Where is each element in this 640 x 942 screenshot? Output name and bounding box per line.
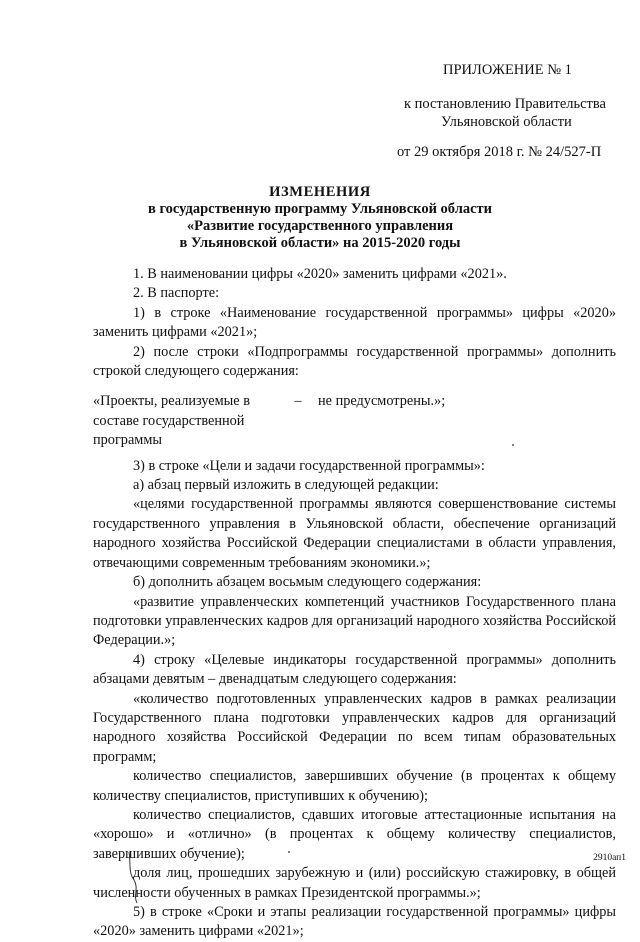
paragraph-5: 3) в строке «Цели и задачи государственной программы»:	[133, 457, 485, 474]
scan-speck	[512, 444, 514, 446]
scan-speck	[288, 851, 290, 853]
paragraph-8: б) дополнить абзацем восьмым следующего содержания:	[133, 574, 482, 591]
title-line-4: в Ульяновской области» на 2015-2020 годы	[179, 235, 461, 251]
paragraph-3: 1) в строке «Наименование государственной программы» цифры «2020» заменить цифрами «2021»;	[93, 304, 616, 341]
projects-value: не предусмотрены.»;	[318, 393, 446, 410]
date-number-label: от 29 октября 2018 г. № 24/527-П	[397, 144, 602, 160]
handwritten-mark	[125, 850, 145, 905]
projects-dash: –	[294, 393, 302, 410]
paragraph-15: 5) в строке «Сроки и этапы реализации государственной программы» цифры «2020» заменить цифрами «2021»;	[93, 904, 616, 940]
appendix-label: ПРИЛОЖЕНИЕ № 1	[443, 62, 572, 78]
paragraph-13: количество специалистов, сдавших итоговые аттестационные испытания на «хорошо» и «отлично» (в процентах к общему количеству специалистов, завершивших обучение);	[93, 806, 616, 862]
region-label: Ульяновской области	[441, 114, 572, 130]
paragraph-4: 2) после строки «Подпрограммы государственной программы» дополнить строкой следующего содержания:	[93, 343, 616, 380]
document-body	[93, 265, 616, 942]
paragraph-9: «развитие управленческих компетенций участников Государственного плана подготовки управленческих кадров для организаций народного хозяйства Российской Федерации.»;	[93, 593, 617, 649]
projects-row	[93, 392, 616, 450]
paragraph-7: «целями государственной программы являются совершенствование системы государственного управления в Ульяновской области, обеспечение организаций народного хозяйства Российской Федерации специалистами в области управления, отвечающими современным требованиям экономики.»;	[93, 496, 616, 571]
paragraph-6: а) абзац первый изложить в следующей редакции:	[133, 477, 439, 494]
title-line-3: «Развитие государственного управления	[186, 218, 454, 234]
paragraph-12: количество специалистов, завершивших обучение (в процентах к общему количеству специалистов, приступивших к обучению);	[93, 768, 616, 804]
paragraph-11: «количество подготовленных управленческих кадров в рамках реализации Государственного плана подготовки управленческих кадров для организаций народного хозяйства Российской Федерации по всем типам образовательных программ;	[93, 690, 616, 765]
paragraph-14: доля лиц, прошедших зарубежную и (или) российскую стажировку, в общей численности обученных в рамках Президентской программы.»;	[93, 865, 616, 901]
title-line-2: в государственную программу Ульяновской области	[147, 201, 492, 217]
projects-label: «Проекты, реализуемые в составе государственной программы	[93, 393, 250, 449]
paragraph-1: 1. В наименовании цифры «2020» заменить цифрами «2021».	[133, 266, 507, 282]
paragraph-2: 2. В паспорте:	[133, 285, 220, 302]
resolution-label: к постановлению Правительства	[404, 96, 606, 112]
document-title: ИЗМЕНЕНИЯ	[269, 184, 371, 200]
paragraph-10: 4) строку «Целевые индикаторы государственной программы» дополнить абзацами девятым – двенадцатым следующего содержания:	[93, 651, 616, 688]
document-code: 2910ап1	[593, 853, 626, 863]
